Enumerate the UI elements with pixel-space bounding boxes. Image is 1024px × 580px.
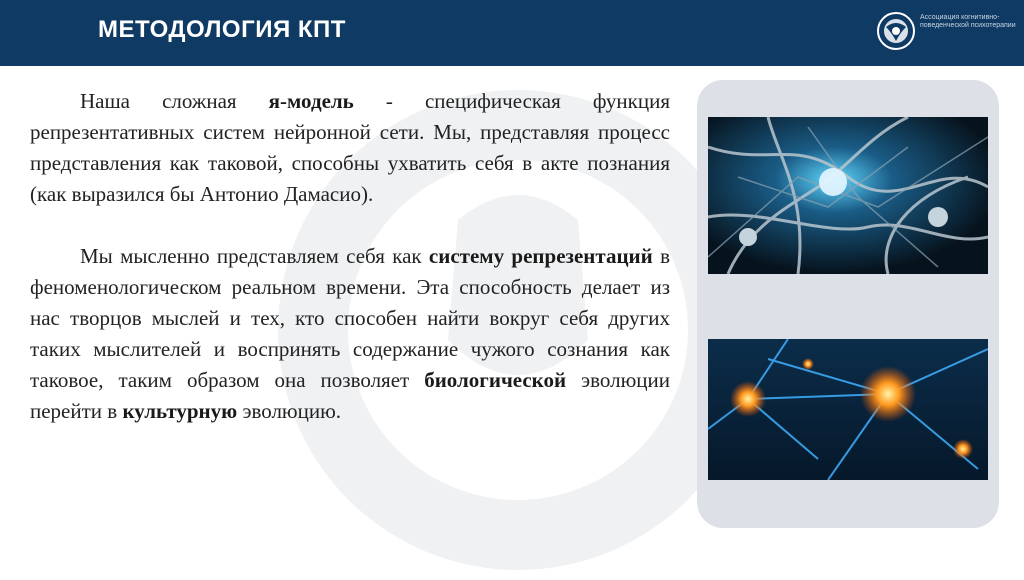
neural-network-image <box>708 117 988 274</box>
bold-term: культурную <box>122 399 238 423</box>
logo-caption: Ассоциация когнитивно-поведенческой психотерапии <box>920 14 1016 29</box>
text-span: эволюции перейти в <box>30 368 670 423</box>
bold-term: систему репрезентаций <box>428 244 653 268</box>
paragraph-2 <box>30 241 670 427</box>
neurons-glowing-image <box>708 339 988 480</box>
header-bar <box>0 0 1024 66</box>
text-span: в феноменологическом реальном времени. Эта способность делает из нас творцов мыслей и тех, кто способен найти вокруг себя других таких мыслителей и воспринять содержание чужого сознания как таковое, таким образом она позволяет <box>30 244 670 392</box>
bold-term: биологической <box>424 368 567 392</box>
association-globe-logo-icon <box>876 11 916 51</box>
paragraph-1 <box>30 86 670 210</box>
text-span: Наша сложная <box>80 89 269 113</box>
bold-term: я-модель <box>268 89 354 113</box>
text-span: Мы мысленно представляем себя как <box>80 244 429 268</box>
main-text <box>30 86 670 427</box>
text-span: - специфическая функция репрезентативных систем нейронной сети. Мы, представляя процесс представления как таковой, способны ухватить себя в акте познания (как выразился бы Антонио Дамасио). <box>30 89 670 206</box>
page-title: МЕТОДОЛОГИЯ КПТ <box>98 16 346 43</box>
text-span: эволюцию. <box>237 399 342 423</box>
